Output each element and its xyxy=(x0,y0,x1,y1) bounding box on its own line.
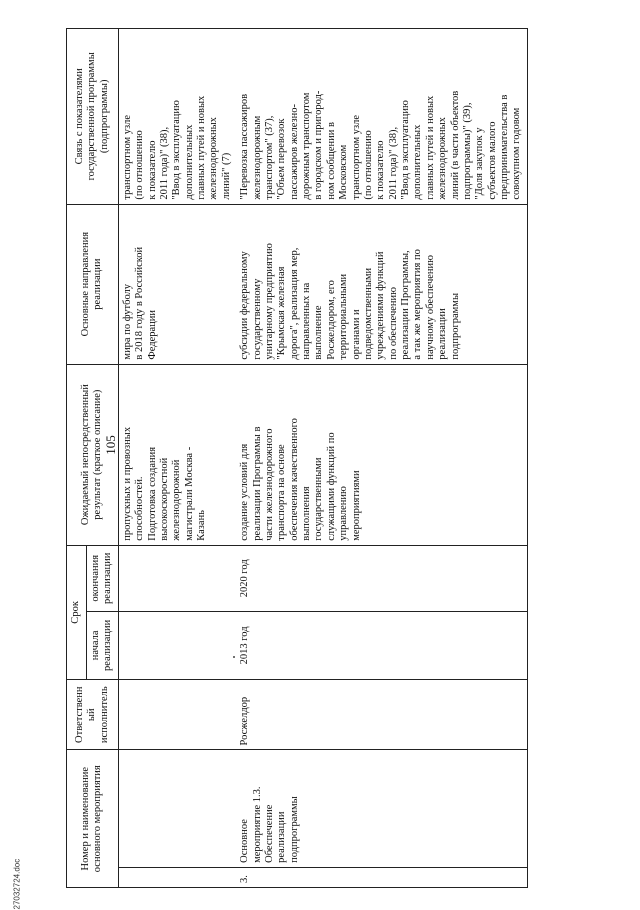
text-line: по обеспечению xyxy=(387,287,399,360)
text-line: реализации xyxy=(437,308,449,360)
text-line: реализации Программы в xyxy=(251,426,263,541)
text-line: "Объем перевозок xyxy=(276,118,288,200)
text-line: "Ввод в эксплуатацию xyxy=(171,100,183,200)
cell-name xyxy=(236,750,527,867)
text-line: Росжелдором, его xyxy=(325,280,337,360)
header-start: начала реализации xyxy=(86,611,118,679)
text-line: мероприятие 1.3. xyxy=(251,786,263,863)
text-line: (по отношению xyxy=(134,130,146,200)
document-code: 27032724.doc xyxy=(12,858,22,910)
text-line: Московском xyxy=(338,144,350,200)
cell-start: 2013 год xyxy=(236,611,527,679)
text-line: пассажиров железно- xyxy=(288,103,300,200)
text-line: "Ввод в эксплуатацию xyxy=(400,100,412,200)
text-line: унитарному предприятию xyxy=(263,243,275,360)
text-line: субсидии федеральному xyxy=(239,251,251,360)
cell-empty xyxy=(118,867,236,887)
cell-result xyxy=(118,364,236,545)
text-line: реализации xyxy=(276,811,288,863)
text-line: магистрали Москва - xyxy=(183,446,195,541)
text-line: управлению xyxy=(338,486,350,541)
page-number: 105 xyxy=(103,435,118,455)
text-line: государственными xyxy=(313,457,325,541)
text-line: пропускных и провозных xyxy=(121,426,133,541)
text-line: транспортом" (37), xyxy=(263,115,275,200)
text-line: органами и xyxy=(350,309,362,360)
text-line: транспорта на основе xyxy=(276,444,288,541)
text-line: направленных на xyxy=(301,282,313,360)
header-result: Ожидаемый непосредственный результат (краткое описание) xyxy=(67,364,119,545)
text-line: Обеспечение xyxy=(263,804,275,863)
table-row-3 xyxy=(236,29,527,888)
text-line: железнодорожных xyxy=(437,117,449,200)
text-line: реализации Программы, xyxy=(400,250,412,360)
text-line: совокупном годовом xyxy=(511,107,523,200)
cell-number: 3. xyxy=(236,867,527,887)
text-line: "Перевозка пассажиров xyxy=(239,93,251,200)
cell-result xyxy=(236,364,527,545)
text-line: линий (в части объектов xyxy=(449,90,461,200)
text-line: дополнительных xyxy=(183,124,195,200)
text-line: мира по футболу xyxy=(121,283,133,360)
text-line: дорожным транспортом xyxy=(301,92,313,200)
text-line: подведомственными xyxy=(362,267,374,360)
cell-link xyxy=(236,29,527,205)
cell-empty xyxy=(118,611,236,679)
text-line: учреждениями функций xyxy=(375,251,387,360)
text-line: выполнение xyxy=(313,305,325,360)
text-line: мероприятиями xyxy=(350,470,362,541)
text-line: железнодорожной xyxy=(171,459,183,541)
text-line: подпрограммы)" (39), xyxy=(461,102,473,200)
text-line: подпрограммы xyxy=(288,796,300,863)
text-line: транспортном узле xyxy=(121,114,133,200)
text-line: (по отношению xyxy=(362,130,374,200)
header-directions: Основные направления реализации xyxy=(67,204,119,364)
text-line: Подготовка создания xyxy=(146,446,158,541)
header-term: Срок xyxy=(67,545,87,679)
cell-empty xyxy=(118,750,236,867)
cell-directions xyxy=(118,204,236,364)
text-line: Казань xyxy=(196,510,208,541)
text-line: служащими функций по xyxy=(325,432,337,541)
text-line: создание условий для xyxy=(239,443,251,541)
text-line: 2011 года)" (38), xyxy=(158,126,170,200)
text-line: способностей. xyxy=(134,476,146,541)
program-table xyxy=(66,28,528,888)
text-line: к показателю xyxy=(375,140,387,200)
text-line: дополнительных xyxy=(412,124,424,200)
text-line: части железнодорожного xyxy=(263,428,275,541)
text-line: в городском и пригород- xyxy=(313,90,325,200)
text-line: в 2018 году в Российской xyxy=(134,246,146,360)
text-line: "Доля закупок у xyxy=(474,127,486,200)
header-executor: Ответственный исполнитель xyxy=(67,679,119,749)
cell-executor: Росжелдор xyxy=(236,679,527,749)
text-line: научному обеспечению xyxy=(424,255,436,360)
text-line: железнодорожных xyxy=(208,117,220,200)
text-line: территориальными xyxy=(338,273,350,360)
text-line: "Крымская железная xyxy=(276,266,288,360)
text-line: Федерации xyxy=(146,309,158,360)
header-end: окончания реализации xyxy=(86,545,118,611)
header-name: Номер и наименование основного мероприятия xyxy=(67,750,119,888)
text-line: транспортном узле xyxy=(350,114,362,200)
text-line: предпринимательства в xyxy=(499,94,511,200)
text-line: железнодорожным xyxy=(251,115,263,200)
text-line: высокоскоростной xyxy=(158,457,170,541)
text-line: главных путей и новых xyxy=(424,95,436,200)
cell-empty xyxy=(118,545,236,611)
rotated-table-sheet xyxy=(66,28,611,888)
header-link: Связь с показателями государственной программы (подпрограммы) xyxy=(67,29,119,205)
table-row-continued xyxy=(118,29,236,888)
text-line: дорога", реализация мер, xyxy=(288,247,300,360)
text-line: обеспечения качественного xyxy=(288,418,300,541)
text-line: государственному xyxy=(251,278,263,360)
text-line: ном сообщении в xyxy=(325,122,337,200)
text-line: 2011 года)" (38), xyxy=(387,126,399,200)
cell-end: 2020 год xyxy=(236,545,527,611)
text-line: главных путей и новых xyxy=(196,95,208,200)
text-line: а так же мероприятия по xyxy=(412,249,424,360)
cell-empty xyxy=(118,679,236,749)
text-line: выполнения xyxy=(301,486,313,541)
text-line: линий" (7) xyxy=(220,152,232,200)
text-line: подпрограммы xyxy=(449,292,461,360)
text-line: Основное xyxy=(239,819,251,863)
text-line: субъектов малого xyxy=(486,121,498,200)
cell-link xyxy=(118,29,236,205)
cell-directions xyxy=(236,204,527,364)
text-line: к показателю xyxy=(146,140,158,200)
